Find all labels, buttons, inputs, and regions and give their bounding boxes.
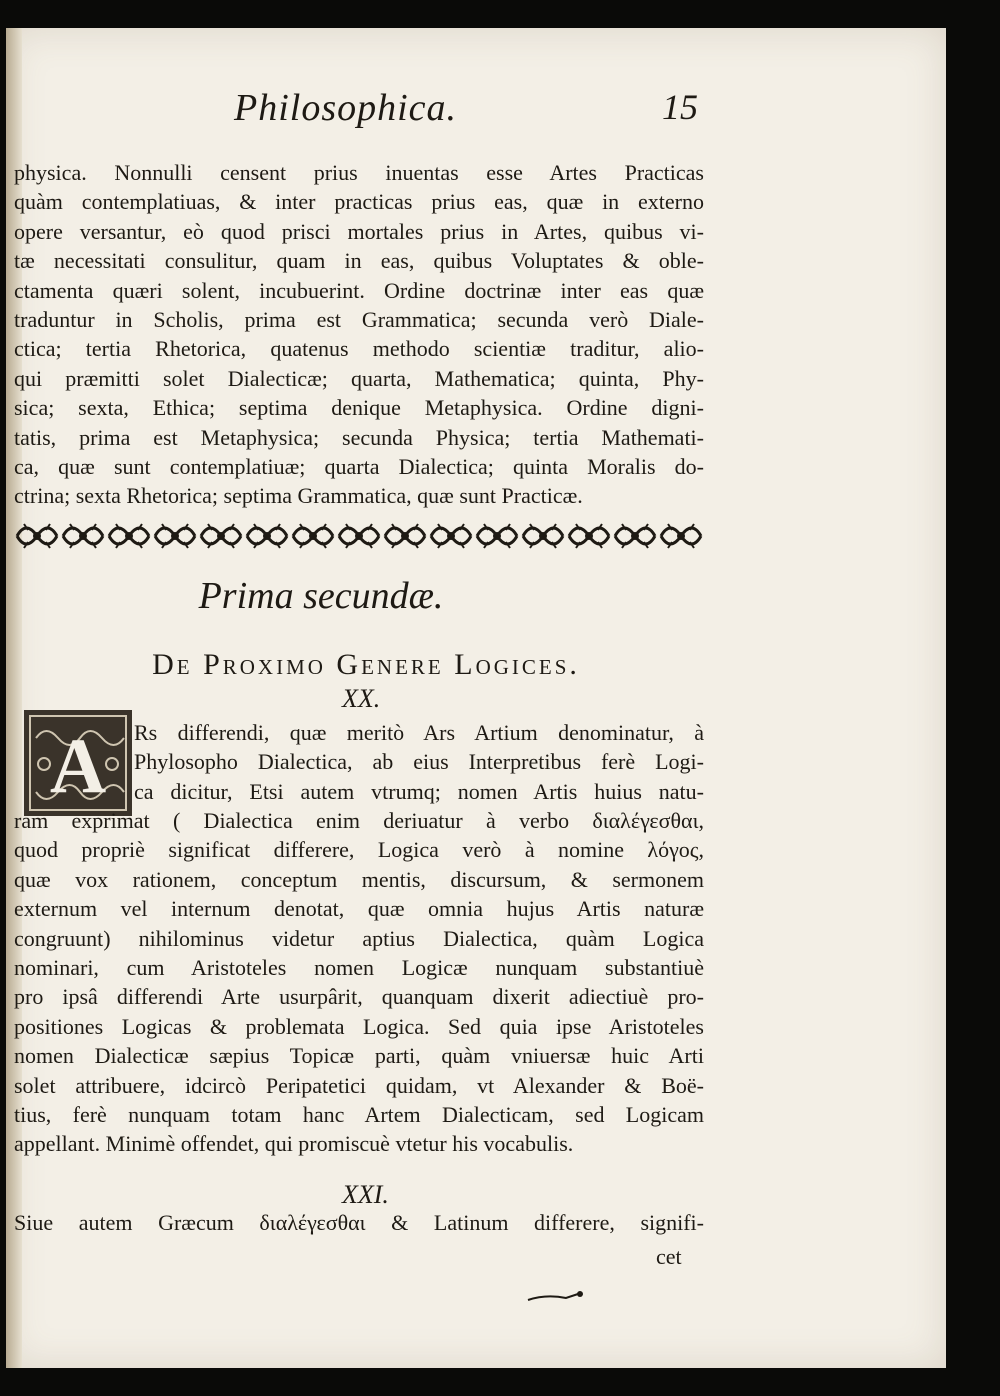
ink-flourish-icon [526,1290,586,1304]
ornamental-rule [14,516,704,556]
text-line: positiones Logicas & problemata Logica. Sed quia ipse Aristoteles [14,1013,704,1039]
text-line: ca, quæ sunt contemplatiuæ; quarta Dialectica; quinta Moralis do- [14,454,704,479]
section-title: Prima secundæ. [198,575,444,617]
drop-cap-ornament-icon [22,708,134,818]
text-line: tius, ferè nunquam totam hanc Artem Dialecticam, sed Logicam [14,1102,704,1127]
text-line: appellant. Minimè offendet, qui promiscuè vtetur his vocabulis. [14,1131,574,1157]
book-page [6,28,946,1368]
section-numeral-xxi: XXI. [342,1180,389,1209]
text-line: congruunt) nihilominus videtur aptius Dialectica, quàm Logica [14,925,704,951]
text-line: pro ipsâ differendi Arte usurpârit, quanquam dixerit adiectiuè pro- [14,984,704,1010]
text-line: Phylosopho Dialectica, ab eius Interpretibus ferè Logi- [134,749,704,775]
drop-cap [22,708,134,818]
text-line: tæ necessitati consulitur, quam in eas, quibus Voluptates & oble- [14,248,704,274]
text-line: ca dicitur, Etsi autem vtrumq; nomen Artis huius natu- [134,778,704,804]
chapter-heading: De Proximo Genere Logices. [152,648,580,681]
text-line: traduntur in Scholis, prima est Grammatica; secunda verò Diale- [14,307,704,332]
footer-mark [526,1288,586,1309]
text-line: ram exprimat ( Dialectica enim deriuatur à verbo διαλέγεσθαι, [14,808,704,833]
text-line: nominari, cum Aristoteles nomen Logicæ nunquam substantiuè [14,955,704,980]
text-line: ctamenta quæri solent, incubuerint. Ordine doctrinæ inter eas quæ [14,277,704,303]
catchword: cet [656,1244,682,1269]
text-line: nomen Dialecticæ sæpius Topicæ parti, quàm vniuersæ huic Arti [14,1043,704,1069]
text-line: quàm contemplatiuas, & inter practicas prius eas, quæ in externo [14,189,704,215]
drop-cap-letter: A [49,722,107,809]
text-line: quæ vox rationem, conceptum mentis, discursum, & sermonem [14,866,704,892]
text-line: Rs differendi, quæ meritò Ars Artium denominatur, à [134,720,704,745]
text-line: ctrina; sexta Rhetorica; septima Grammatica, quæ sunt Practicæ. [14,483,583,509]
running-head: Philosophica. [234,87,458,129]
text-line: quod propriè significat differere, Logica verò à nomine λόγος, [14,837,704,863]
ornament-band-icon [14,516,704,556]
text-line: sica; sexta, Ethica; septima denique Metaphysica. Ordine digni- [14,395,704,421]
text-line: externum vel internum denotat, quæ omnia hujus Artis naturæ [14,896,704,922]
text-line: ctica; tertia Rhetorica, quatenus methodo scientiæ traditur, alio- [14,336,704,362]
text-line: solet attribuere, idcircò Peripatetici quidam, vt Alexander & Boë- [14,1072,704,1098]
text-line: tatis, prima est Metaphysica; secunda Physica; tertia Mathemati- [14,424,704,450]
page-number: 15 [662,87,698,127]
section-numeral-xx: XX. [342,684,381,713]
text-line: opere versantur, eò quod prisci mortales prius in Artes, quibus vi- [14,218,704,244]
text-line: qui præmitti solet Dialecticæ; quarta, Mathematica; quinta, Phy- [14,365,704,391]
text-line: physica. Nonnulli censent prius inuentas esse Artes Practicas [14,160,704,185]
paragraph-xxi-line: Siue autem Græcum διαλέγεσθαι & Latinum differere, signifi- [14,1210,704,1235]
